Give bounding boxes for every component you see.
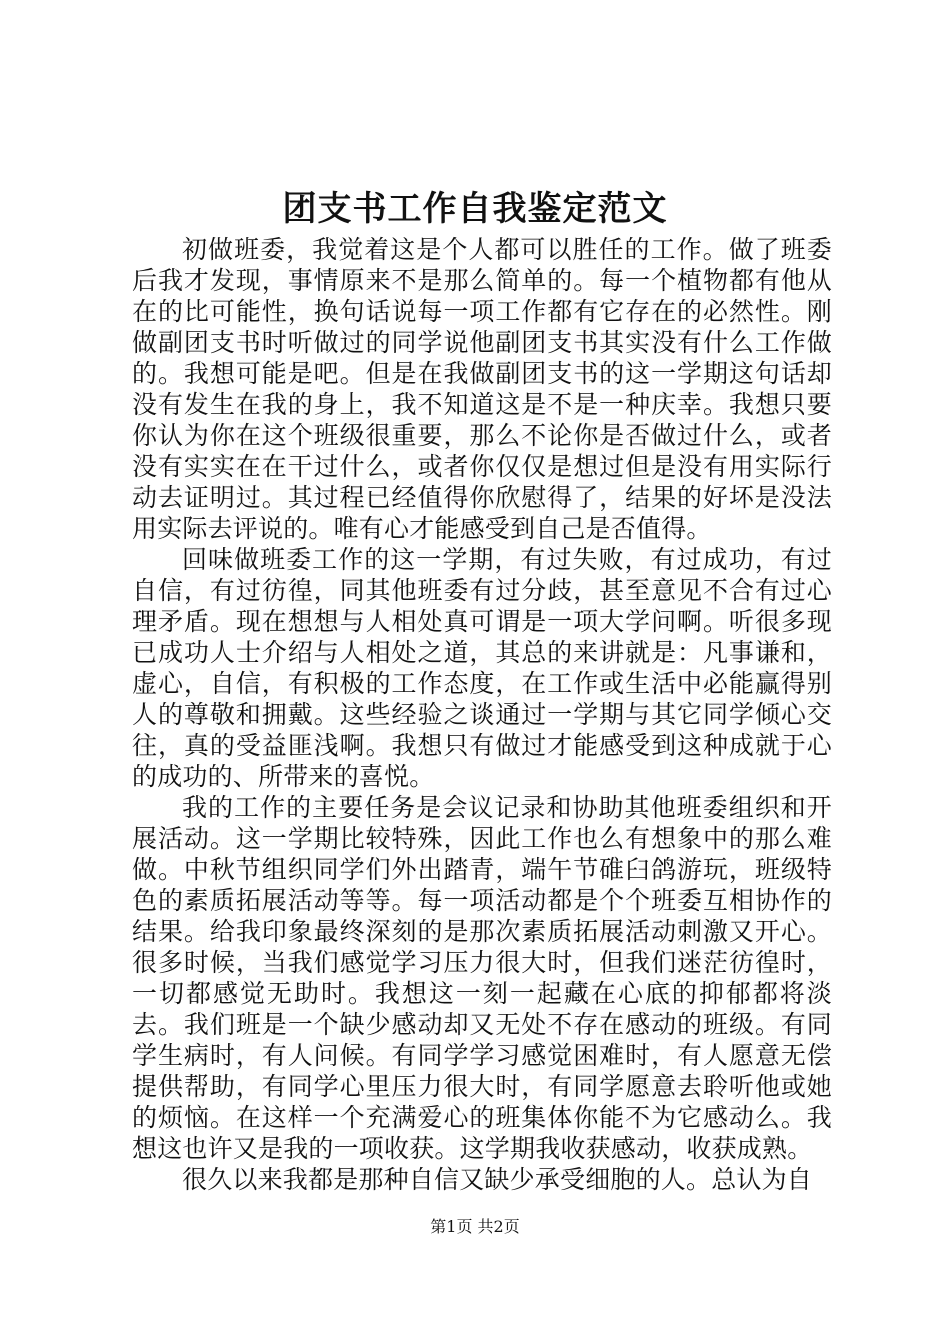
paragraph-1: 初做班委，我觉着这是个人都可以胜任的工作。做了班委后我才发现，事情原来不是那么简单的。每一个植物都有他从在的比可能性，换句话说每一项工作都有它存在的必然性。刚做副团支书时听做过的同学说他副团支书其实没有什么工作做的。我想可能是吧。但是在我做副团支书的这一学期这句话却没有发生在我的身上，我不知道这是不是一种庆幸。我想只要你认为你在这个班级很重要，那么不论你是否做过什么，或者没有实实在在干过什么，或者你仅仅是想过但是没有用实际行动去证明过。其过程已经值得你欣慰得了，结果的好坏是没法用实际去评说的。唯有心才能感受到自己是否值得。 bbox=[132, 235, 832, 543]
document-body bbox=[132, 234, 832, 1195]
page-number-footer: 第1页 共2页 bbox=[430, 1217, 520, 1236]
document-title: 团支书工作自我鉴定范文 bbox=[282, 189, 668, 229]
paragraph-4: 很久以来我都是那种自信又缺少承受细胞的人。总认为自 bbox=[182, 1165, 813, 1194]
paragraph-3: 我的工作的主要任务是会议记录和协助其他班委组织和开展活动。这一学期比较特殊，因此工作也么有想象中的那么难做。中秋节组织同学们外出踏青，端午节碓臼鸽游玩，班级特色的素质拓展活动等等。每一项活动都是个个班委互相协作的结果。给我印象最终深刻的是那次素质拓展活动刺激又开心。很多时候，当我们感觉学习压力很大时，但我们迷茫彷徨时，一切都感觉无助时。我想这一刻一起藏在心底的抑郁都将淡去。我们班是一个缺少感动却又无处不存在感动的班级。有同学生病时，有人问候。有同学学习感觉困难时，有人愿意无偿提供帮助，有同学心里压力很大时，有同学愿意去聆听他或她的烦恼。在这样一个充满爱心的班集体你能不为它感动么。我想这也许又是我的一项收获。这学期我收获感动，收获成熟。 bbox=[132, 793, 832, 1163]
paragraph-2: 回味做班委工作的这一学期，有过失败，有过成功，有过自信，有过彷徨，同其他班委有过分歧，甚至意见不合有过心理矛盾。现在想想与人相处真可谓是一项大学问啊。听很多现已成功人士介绍与人相处之道，其总的来讲就是：凡事谦和，虚心，自信，有积极的工作态度，在工作或生活中必能赢得别人的尊敬和拥戴。这些经验之谈通过一学期与其它同学倾心交往，真的受益匪浅啊。我想只有做过才能感受到这种成就于心的成功的、所带来的喜悦。 bbox=[132, 545, 832, 791]
